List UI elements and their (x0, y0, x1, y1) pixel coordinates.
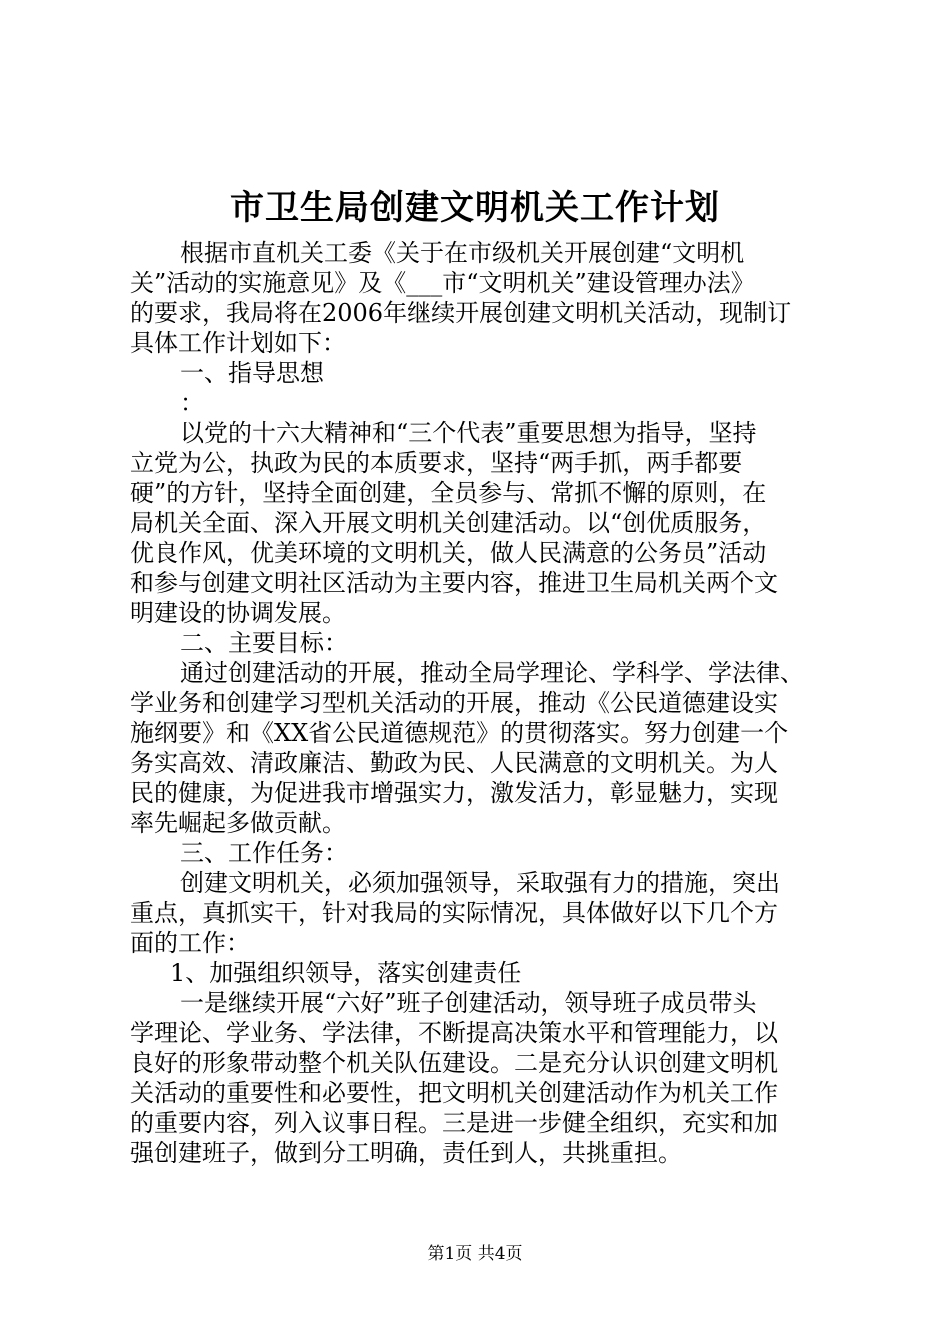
paragraph-line: 立党为公，执政为民的本质要求，坚持“两手抓，两手都要 (130, 449, 743, 477)
section-heading: 二、主要目标： (180, 629, 348, 657)
paragraph-line: 创建文明机关，必须加强领导，采取强有力的措施，突出 (180, 869, 780, 897)
paragraph-line: 通过创建活动的开展，推动全局学理论、学科学、学法律、 (180, 659, 804, 687)
section-heading: 一、指导思想 (180, 359, 324, 387)
paragraph-line: 强创建班子，做到分工明确，责任到人，共挑重担。 (130, 1139, 682, 1167)
paragraph-line: 局机关全面、深入开展文明机关创建活动。以“创优质服务， (130, 509, 767, 537)
subsection-heading: 1、加强组织领导，落实创建责任 (170, 959, 522, 987)
paragraph-line: 务实高效、清政廉洁、勤政为民、人民满意的文明机关。为人 (130, 749, 778, 777)
paragraph-line: 面的工作： (130, 929, 250, 957)
paragraph-line: 根据市直机关工委《关于在市级机关开展创建“文明机 (180, 239, 745, 267)
paragraph-line: 硬”的方针，坚持全面创建，全员参与、常抓不懈的原则，在 (130, 479, 767, 507)
paragraph-line: 率先崛起多做贡献。 (130, 809, 346, 837)
paragraph-line: 关”活动的实施意见》及《___市“文明机关”建设管理办法》 (130, 269, 755, 297)
paragraph-line: ： (180, 389, 204, 417)
document-title: 市卫生局创建文明机关工作计划 (230, 188, 720, 228)
paragraph-line: 的重要内容，列入议事日程。三是进一步健全组织，充实和加 (130, 1109, 778, 1137)
paragraph-line: 一是继续开展“六好”班子创建活动，领导班子成员带头 (180, 989, 757, 1017)
paragraph-line: 民的健康，为促进我市增强实力，激发活力，彰显魅力，实现 (130, 779, 778, 807)
paragraph-line: 施纲要》和《XX省公民道德规范》的贯彻落实。努力创建一个 (130, 719, 789, 747)
paragraph-line: 关活动的重要性和必要性，把文明机关创建活动作为机关工作 (130, 1079, 778, 1107)
paragraph-line: 和参与创建文明社区活动为主要内容，推进卫生局机关两个文 (130, 569, 778, 597)
paragraph-line: 的要求，我局将在2006年继续开展创建文明机关活动，现制订 (130, 299, 792, 327)
paragraph-line: 具体工作计划如下： (130, 329, 346, 357)
paragraph-line: 重点，真抓实干，针对我局的实际情况，具体做好以下几个方 (130, 899, 778, 927)
paragraph-line: 良好的形象带动整个机关队伍建设。二是充分认识创建文明机 (130, 1049, 778, 1077)
document-body (130, 238, 830, 1168)
paragraph-line: 优良作风，优美环境的文明机关，做人民满意的公务员”活动 (130, 539, 767, 567)
page-footer: 第1页 共4页 (427, 1244, 523, 1264)
paragraph-line: 学理论、学业务、学法律，不断提高决策水平和管理能力，以 (130, 1019, 778, 1047)
section-heading: 三、工作任务： (180, 839, 348, 867)
paragraph-line: 以党的十六大精神和“三个代表”重要思想为指导，坚持 (180, 419, 757, 447)
paragraph-line: 学业务和创建学习型机关活动的开展，推动《公民道德建设实 (130, 689, 778, 717)
paragraph-line: 明建设的协调发展。 (130, 599, 346, 627)
